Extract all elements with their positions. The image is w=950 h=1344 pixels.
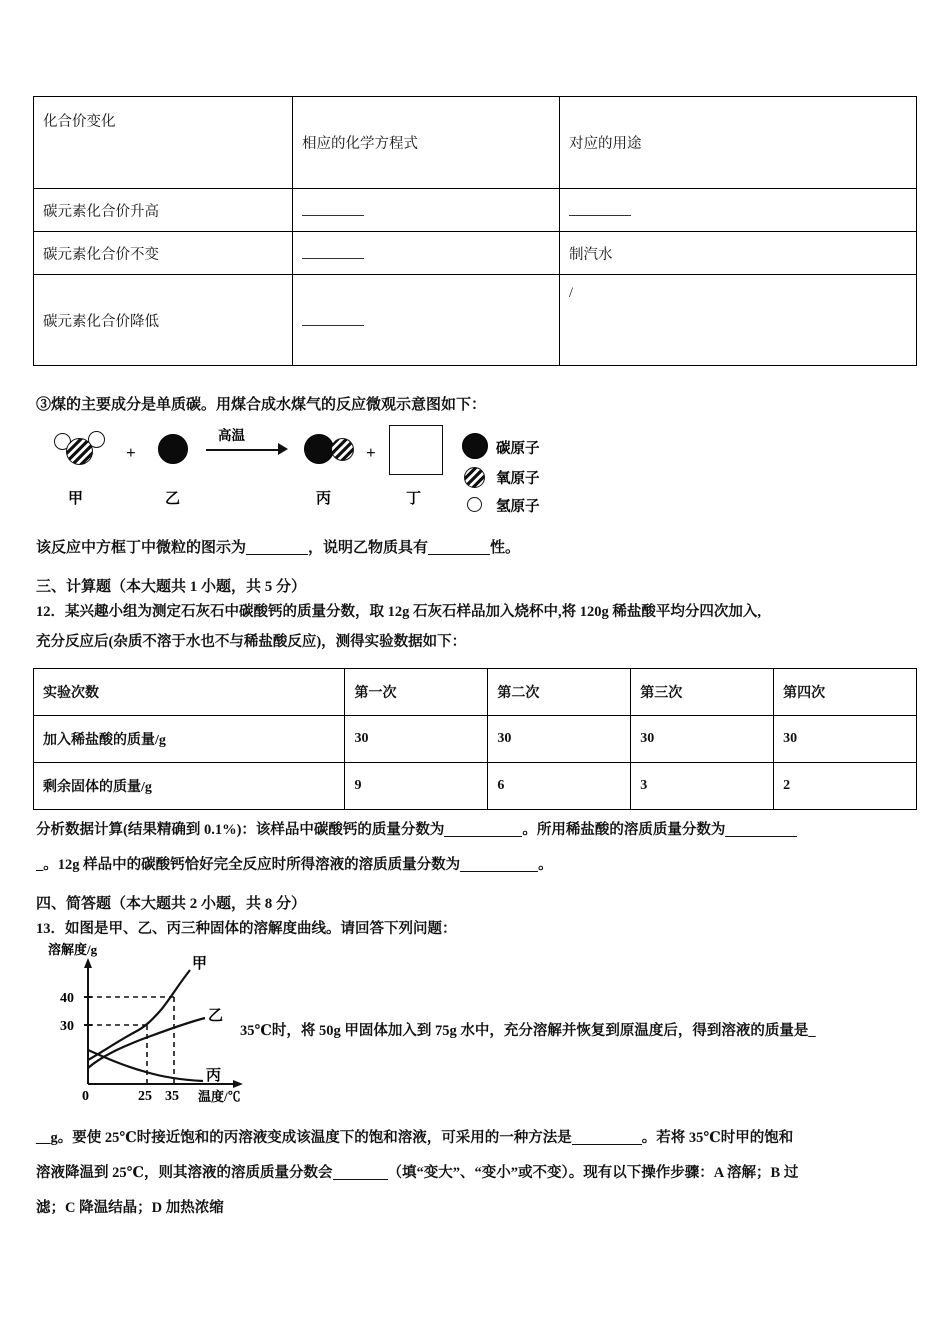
answer-blank[interactable] [246,539,308,555]
q13-line3-part-a: 溶液降温到 25℃，则其溶液的溶质质量分数会 [36,1165,333,1181]
answer-blank[interactable] [444,822,522,838]
analysis-line2-part-a: _。12g 样品中的碳酸钙恰好完全反应时所得溶液的溶质质量分数为 [36,857,461,873]
row-label-acid-mass: 加入稀盐酸的质量/g [34,716,345,763]
question-12-line1: 12．某兴趣小组为测定石灰石中碳酸钙的质量分数，取 12g 石灰石样品加入烧杯中,将 120g 稀盐酸平均分四次加入, [36,604,761,620]
curve-label-bing: 丙 [206,1068,222,1084]
oxygen-atom-icon [331,438,354,461]
answer-blank[interactable] [302,203,364,216]
analysis-line2-part-b: 。 [538,857,553,873]
table-row [34,232,917,275]
header-trial-1: 第一次 [345,669,488,716]
curve-label-jia: 甲 [192,956,208,972]
carbon-atom-icon [158,434,188,464]
substance-label-jia: 甲 [68,491,84,507]
curve-label-yi: 乙 [208,1008,224,1024]
cell-acid-mass-2: 30 [488,716,631,763]
legend-carbon-label: 碳原子 [496,441,540,457]
header-trial-2: 第二次 [488,669,631,716]
reaction-condition-label: 高温 [218,428,245,443]
micro-question-line [36,537,520,560]
answer-blank[interactable] [302,313,364,326]
answer-blank[interactable] [333,1165,388,1181]
micro-reaction-intro: ③煤的主要成分是单质碳。用煤合成水煤气的反应微观示意图如下： [36,397,487,413]
xtick-35: 35 [165,1089,179,1104]
plus-sign-2: + [366,443,376,462]
substance-label-ding: 丁 [406,491,422,507]
cell-valence-change: 碳元素化合价不变 [34,232,293,275]
ytick-30: 30 [60,1019,74,1034]
cell-equation-blank[interactable] [293,275,560,366]
analysis-line1-part-b: 。所用稀盐酸的溶质质量分数为 [522,822,726,838]
q13-line3-part-b: （填“变大”、“变小”或不变）。现有以下操作步骤：A 溶解；B 过 [387,1165,799,1181]
row-label-residual-solid: 剩余固体的质量/g [34,763,345,810]
substance-label-yi: 乙 [165,491,181,507]
micro-question-part-b: ，说明乙物质具有 [308,540,429,556]
table-row [34,275,917,366]
substance-label-bing: 丙 [316,491,332,507]
answer-blank[interactable] [460,857,538,873]
oxygen-atom-icon [66,438,93,465]
header-trial-3: 第三次 [631,669,774,716]
answer-blank[interactable] [725,822,797,838]
analysis-line1-part-a: 分析数据计算(结果精确到 0.1%)：该样品中碳酸钙的质量分数为 [36,822,445,838]
table-header-row [34,97,917,189]
cell-acid-mass-1: 30 [345,716,488,763]
valence-change-table [33,96,917,366]
experiment-data-table [33,668,917,810]
section-heading-short-answer: 四、简答题（本大题共 2 小题，共 8 分） [36,896,307,912]
micro-question-part-a: 该反应中方框丁中微粒的图示为 [36,540,247,556]
cell-valence-change: 碳元素化合价升高 [34,189,293,232]
curve-bing [88,1050,203,1081]
hydrogen-atom-icon [467,497,482,512]
legend-oxygen-label: 氧原子 [496,471,540,487]
chart-xlabel: 温度/℃ [198,1089,241,1104]
plus-sign-1: + [126,443,136,462]
header-corresponding-use: 对应的用途 [560,97,917,189]
cell-equation-blank[interactable] [293,189,560,232]
question-13-intro: 13．如图是甲、乙、丙三种固体的溶解度曲线。请回答下列问题： [36,921,457,937]
question-12-line2: 充分反应后(杂质不溶于水也不与稀盐酸反应)，测得实验数据如下： [36,634,467,650]
answer-blank[interactable] [569,203,631,216]
question-13-line3 [36,1163,798,1185]
micro-question-part-c: 性。 [490,540,521,556]
cell-use-blank[interactable] [560,189,917,232]
answer-blank[interactable] [428,539,490,555]
question-13-line4: 滤；C 降温结晶；D 加热浓缩 [36,1200,224,1216]
cell-acid-mass-4: 30 [774,716,917,763]
question-13-right-text: 35℃时，将 50g 甲固体加入到 75g 水中，充分溶解并恢复到原温度后，得到溶液的质量是_ [240,1023,816,1039]
cell-residual-solid-2: 6 [488,763,631,810]
oxygen-atom-icon [464,467,485,488]
cell-residual-solid-3: 3 [631,763,774,810]
carbon-atom-icon [304,434,334,464]
header-trial-4: 第四次 [774,669,917,716]
header-chemical-equation: 相应的化学方程式 [293,97,560,189]
chart-ylabel: 溶解度/g [48,942,98,957]
answer-blank[interactable] [302,246,364,259]
chart-x-ticks [82,1089,241,1104]
xtick-25: 25 [138,1089,152,1104]
cell-residual-solid-4: 2 [774,763,917,810]
section-heading-calculation: 三、计算题（本大题共 1 小题，共 5 分） [36,579,307,595]
cell-use-value: 制汽水 [560,232,917,275]
q13-line2-part-b: 。若将 35℃时甲的饱和 [641,1130,794,1146]
table-row [34,763,917,810]
unknown-substance-box[interactable] [389,425,443,475]
legend-hydrogen-label: 氢原子 [496,499,540,515]
analysis-line-1 [36,820,797,842]
cell-acid-mass-3: 30 [631,716,774,763]
cell-use-value: / [560,275,917,366]
question-13-line2 [36,1128,793,1150]
q13-line2-part-a: __g。要使 25℃时接近饱和的丙溶液变成该温度下的饱和溶液，可采用的一种方法是 [36,1130,572,1146]
carbon-atom-icon [462,433,488,459]
header-experiment-count: 实验次数 [34,669,345,716]
answer-blank[interactable] [572,1130,642,1146]
reaction-arrow [206,428,290,463]
cell-residual-solid-1: 9 [345,763,488,810]
ytick-40: 40 [60,991,74,1006]
cell-valence-change: 碳元素化合价降低 [34,275,293,366]
xtick-0: 0 [82,1089,89,1104]
analysis-line-2 [36,855,553,877]
cell-equation-blank[interactable] [293,232,560,275]
table-row [34,189,917,232]
micro-reaction-diagram [48,425,568,530]
table-header-row [34,669,917,716]
table-row [34,716,917,763]
header-valence-change: 化合价变化 [34,97,293,189]
